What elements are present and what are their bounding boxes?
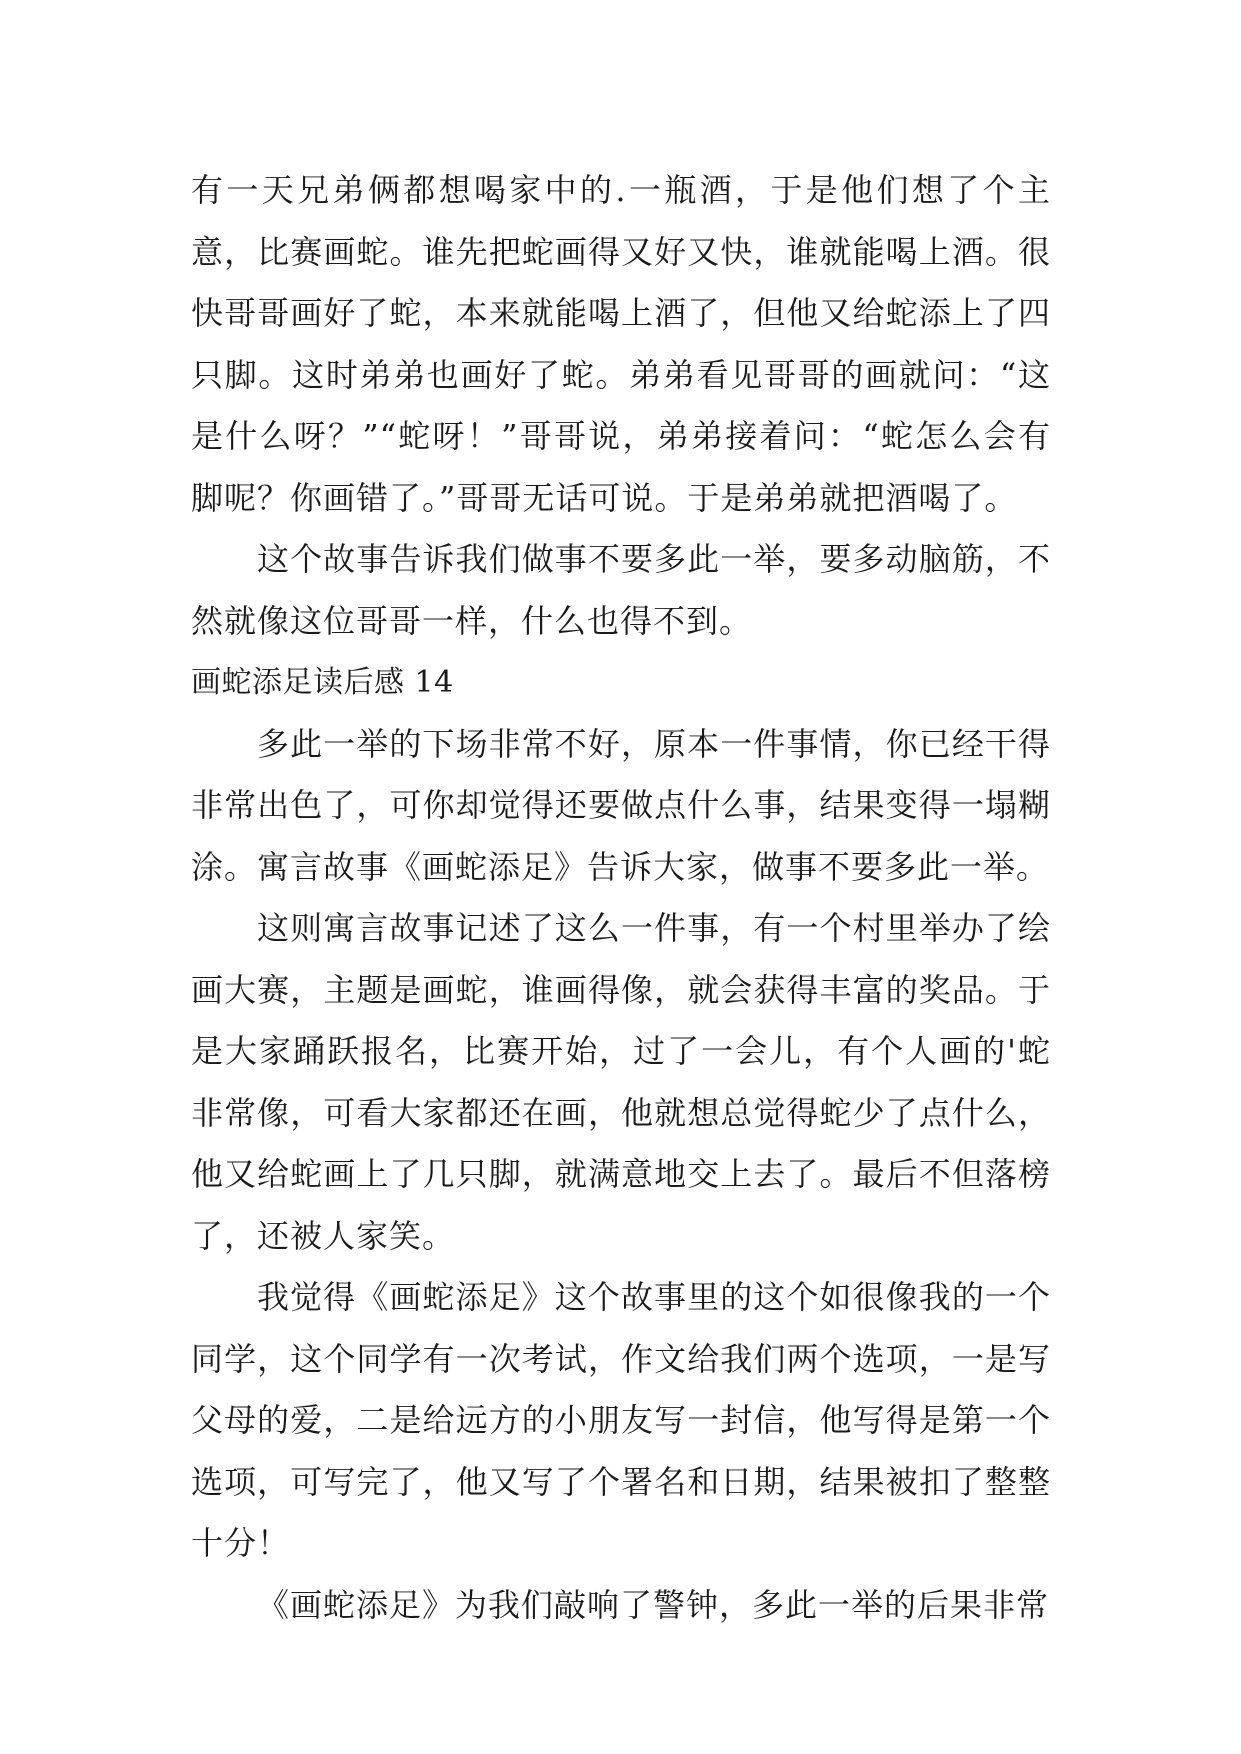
- paragraph-intro: 多此一举的下场非常不好，原本一件事情，你已经干得非常出色了，可你却觉得还要做点什么事，结果变得一塌糊涂。寓言故事《画蛇添足》告诉大家，做事不要多此一举。: [191, 724, 1051, 886]
- section-title: 画蛇添足读后感 14: [191, 665, 454, 700]
- paragraph-classmate-example: 我觉得《画蛇添足》这个故事里的这个如很像我的一个同学，这个同学有一次考试，作文给我们两个选项，一是写父母的爱，二是给远方的小朋友写一封信，他写得是第一个选项，可写完了，他又写了个署名和日期，结果被扣了整整十分！: [191, 1278, 1051, 1562]
- paragraph-fable-summary: 这则寓言故事记述了这么一件事，有一个村里举办了绘画大赛，主题是画蛇，谁画得像，就会获得丰富的奖品。于是大家踊跃报名，比赛开始，过了一会儿，有个人画的'蛇非常像，可看大家都还在画，他就想总觉得蛇少了点什么，他又给蛇画上了几只脚，就满意地交上去了。最后不但落榜了，还被人家笑。: [191, 909, 1051, 1255]
- paragraph-story: 有一天兄弟俩都想喝家中的.一瓶酒，于是他们想了个主意，比赛画蛇。谁先把蛇画得又好又快，谁就能喝上酒。很快哥哥画好了蛇，本来就能喝上酒了，但他又给蛇添上了四只脚。这时弟弟也画好了蛇。弟弟看见哥哥的画就问：“这是什么呀？”“蛇呀！”哥哥说，弟弟接着问：“蛇怎么会有脚呢？你画错了。”哥哥无话可说。于是弟弟就把酒喝了。: [191, 171, 1051, 517]
- paragraph-conclusion: 《画蛇添足》为我们敲响了警钟，多此一举的后果非常: [257, 1585, 1050, 1624]
- paragraph-moral: 这个故事告诉我们做事不要多此一举，要多动脑筋，不然就像这位哥哥一样，什么也得不到。: [191, 540, 1051, 640]
- document-body: [191, 160, 1051, 1636]
